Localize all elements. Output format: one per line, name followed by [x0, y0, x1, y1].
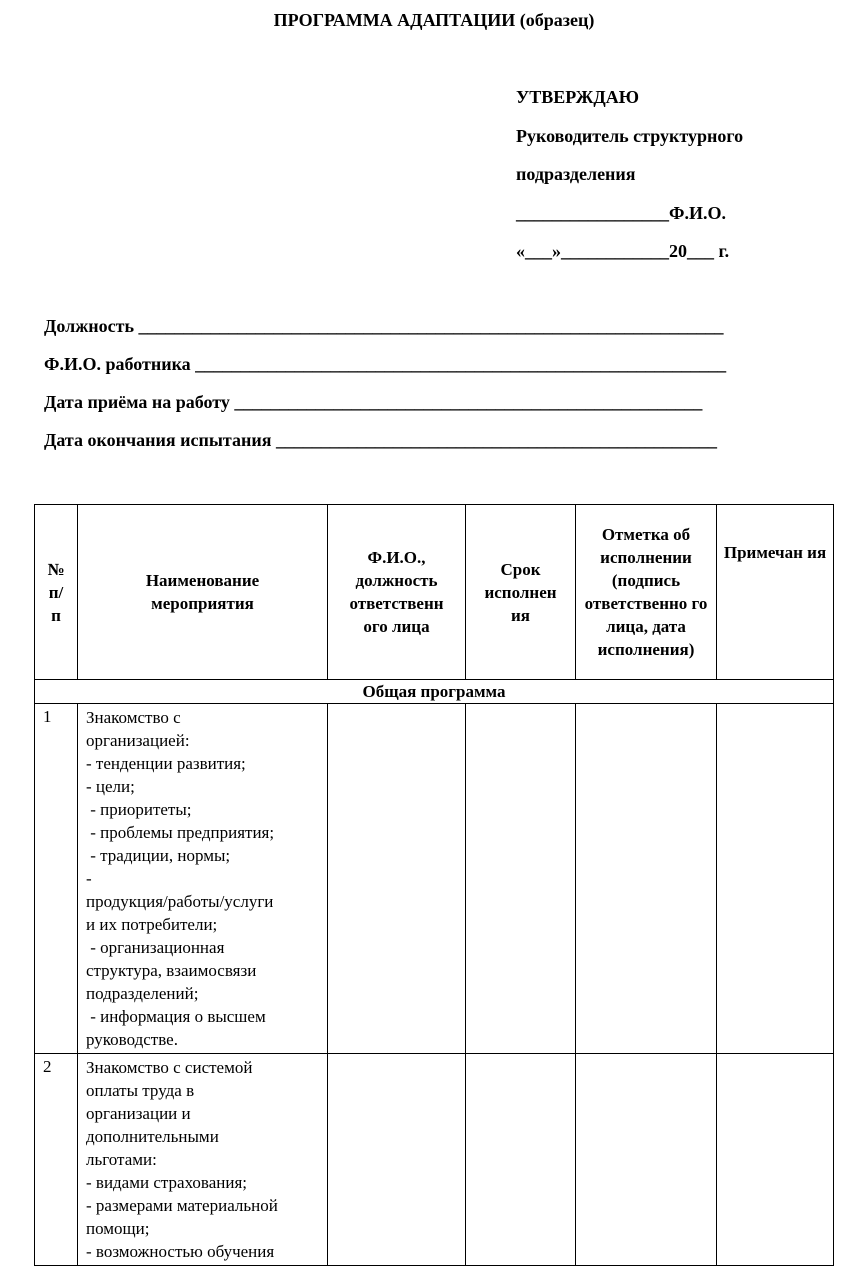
row-number: 2: [35, 1054, 78, 1266]
event-description-line: организации и: [86, 1104, 191, 1123]
event-description-line: подразделений;: [86, 984, 199, 1003]
header-deadline: Срок исполнен ия: [466, 505, 576, 680]
event-description-line: - видами страхования;: [86, 1173, 248, 1192]
responsible-cell[interactable]: [328, 704, 466, 1054]
approval-heading: УТВЕРЖДАЮ: [516, 87, 640, 107]
event-description-line: - организационная: [86, 938, 225, 957]
hire-date-field: Дата приёма на работу ____________________________________________________: [44, 392, 703, 412]
section-row: [35, 680, 834, 704]
row-number: 1: [35, 704, 78, 1054]
event-description-line: организацией:: [86, 731, 190, 750]
event-description-line: оплаты труда в: [86, 1081, 195, 1100]
deadline-cell[interactable]: [466, 1054, 576, 1266]
event-description-line: -: [86, 869, 92, 888]
event-description-line: дополнительными: [86, 1127, 219, 1146]
event-description-line: Знакомство с системой: [86, 1058, 253, 1077]
event-description-line: и их потребители;: [86, 915, 218, 934]
approval-date-line: «___»____________20___ г.: [516, 241, 730, 261]
event-description-line: Знакомство с: [86, 708, 181, 727]
event-description-line: руководстве.: [86, 1030, 178, 1049]
event-description-line: структура, взаимосвязи: [86, 961, 257, 980]
header-responsible-person: Ф.И.О., должность ответственн ого лица: [328, 505, 466, 680]
completion-mark-cell[interactable]: [576, 704, 717, 1054]
header-event-name: Наименование мероприятия: [78, 505, 328, 680]
trial-end-date-field: Дата окончания испытания _________________________________________________: [44, 430, 717, 450]
approval-block: [516, 84, 743, 277]
notes-cell[interactable]: [717, 1054, 834, 1266]
event-description-line: - цели;: [86, 777, 135, 796]
deadline-cell[interactable]: [466, 704, 576, 1054]
event-description-line: продукция/работы/услуги: [86, 892, 274, 911]
document-title: ПРОГРАММА АДАПТАЦИИ (образец): [273, 10, 595, 30]
event-description: [78, 1054, 328, 1266]
section-title: Общая программа: [35, 680, 834, 704]
event-description-line: - проблемы предприятия;: [86, 823, 275, 842]
position-field: Должность _________________________________________________________________: [44, 316, 724, 336]
event-description: [78, 704, 328, 1054]
table-row: [35, 704, 834, 1054]
header-notes: Примечан ия: [717, 505, 834, 680]
event-description-line: - приоритеты;: [86, 800, 192, 819]
notes-cell[interactable]: [717, 704, 834, 1054]
responsible-cell[interactable]: [328, 1054, 466, 1266]
employee-name-field: Ф.И.О. работника ___________________________________________________________: [44, 354, 727, 374]
adaptation-program-table: [34, 504, 834, 1266]
approval-signature-line: _________________Ф.И.О.: [516, 202, 726, 223]
event-description-line: льготами:: [86, 1150, 157, 1169]
table-header-row: [35, 505, 834, 680]
completion-mark-cell[interactable]: [576, 1054, 717, 1266]
approval-role-line-2: подразделения: [516, 164, 636, 184]
event-description-line: помощи;: [86, 1219, 150, 1238]
event-description-line: - информация о высшем: [86, 1007, 266, 1026]
header-number: № п/ п: [35, 505, 78, 680]
event-description-line: - размерами материальной: [86, 1196, 278, 1215]
header-completion-mark: Отметка об исполнении (подпись ответственно го лица, дата исполнения): [576, 505, 717, 680]
event-description-line: - возможностью обучения: [86, 1242, 275, 1261]
event-description-line: - тенденции развития;: [86, 754, 246, 773]
approval-role-line-1: Руководитель структурного: [516, 125, 744, 146]
table-row: [35, 1054, 834, 1266]
event-description-line: - традиции, нормы;: [86, 846, 231, 865]
